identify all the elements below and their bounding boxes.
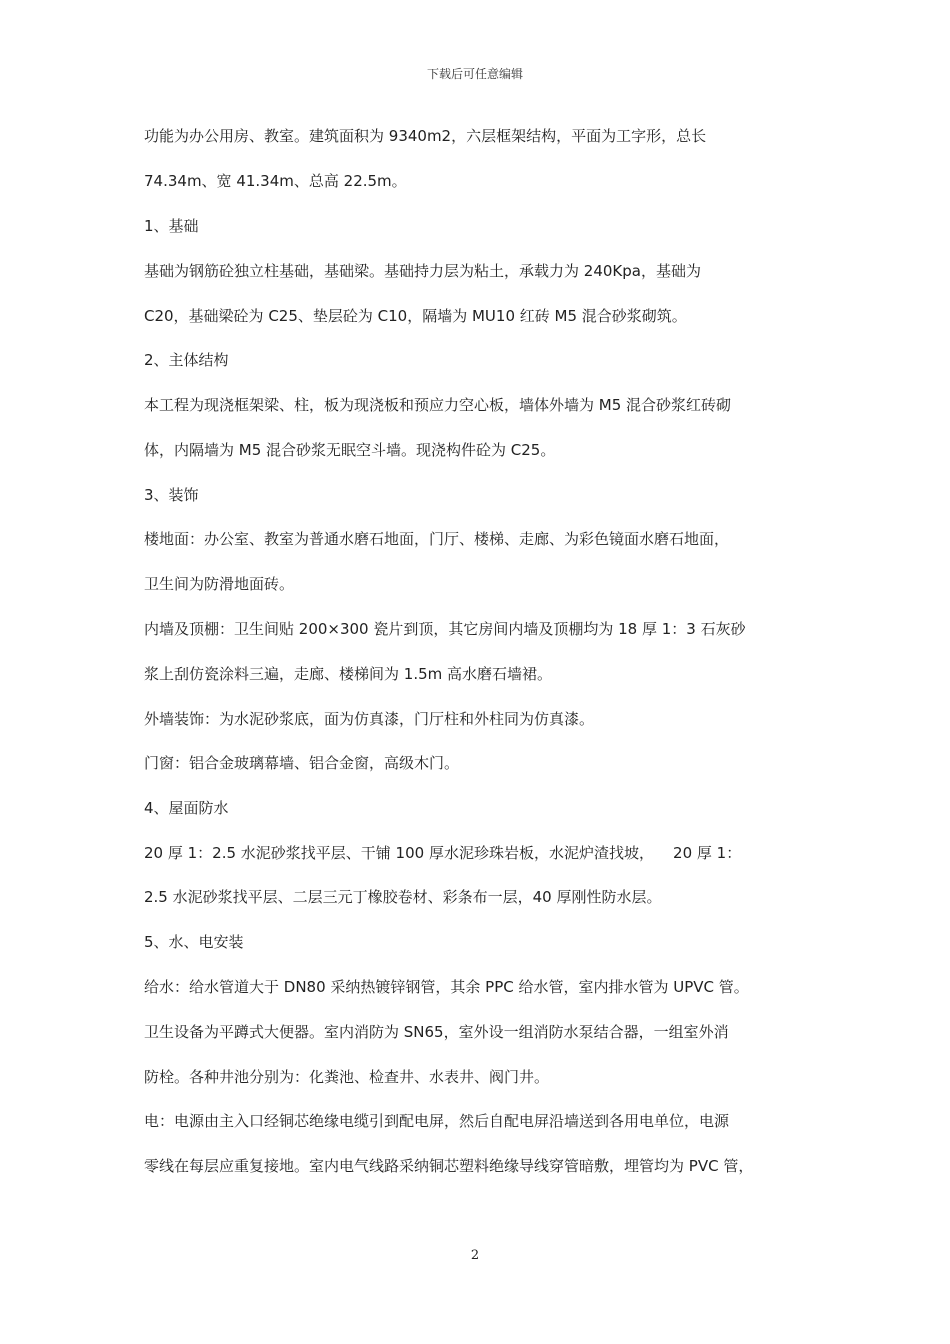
body-line: 功能为办公用房、教室。建筑面积为 9340m2，六层框架结构，平面为工字形，总长	[144, 127, 707, 145]
body-line: C20，基础梁砼为 C25、垫层砼为 C10，隔墙为 MU10 红砖 M5 混合砂浆砌筑。	[144, 307, 687, 325]
section-heading: 5、水、电安装	[144, 933, 244, 951]
body-line: 给水：给水管道大于 DN80 采纳热镀锌钢管，其余 PPC 给水管，室内排水管为 UPVC 管。	[144, 978, 749, 996]
section-heading: 3、装饰	[144, 486, 199, 504]
body-line: 浆上刮仿瓷涂料三遍，走廊、楼梯间为 1.5m 高水磨石墙裙。	[144, 665, 553, 683]
section-heading: 4、屋面防水	[144, 799, 229, 817]
body-line: 内墙及顶棚：卫生间贴 200×300 瓷片到顶，其它房间内墙及顶棚均为 18 厚 1：3 石灰砂	[144, 620, 746, 638]
body-line: 卫生设备为平蹲式大便器。室内消防为 SN65，室外设一组消防水泵结合器，一组室外消	[144, 1023, 729, 1041]
body-line: 体，内隔墙为 M5 混合砂浆无眠空斗墙。现浇构件砼为 C25。	[144, 441, 556, 459]
page-number: 2	[470, 1248, 480, 1263]
body-line: 基础为钢筋砼独立柱基础，基础梁。基础持力层为粘土，承载力为 240Kpa，基础为	[144, 262, 701, 280]
page-header: 下载后可任意编辑	[426, 67, 523, 81]
body-line: 外墙装饰：为水泥砂浆底，面为仿真漆，门厅柱和外柱同为仿真漆。	[144, 710, 595, 728]
body-line: 本工程为现浇框架梁、柱，板为现浇板和预应力空心板，墙体外墙为 M5 混合砂浆红砖砌	[144, 396, 732, 414]
section-heading: 1、基础	[144, 217, 199, 235]
body-line: 电：电源由主入口经铜芯绝缘电缆引到配电屏，然后自配电屏沿墙送到各用电单位，电源	[144, 1112, 730, 1130]
body-line: 防栓。各种井池分别为：化粪池、检查井、水表井、阀门井。	[144, 1068, 550, 1086]
body-line: 20 厚 1：2.5 水泥砂浆找平层、干铺 100 厚水泥珍珠岩板，水泥炉渣找坡， 20 厚 1：	[144, 844, 742, 862]
body-line: 门窗：铝合金玻璃幕墙、铝合金窗，高级木门。	[144, 754, 460, 772]
body-line: 74.34m、宽 41.34m、总高 22.5m。	[144, 172, 407, 190]
body-line: 楼地面：办公室、教室为普通水磨石地面，门厅、楼梯、走廊、为彩色镜面水磨石地面，	[144, 530, 730, 548]
section-heading: 2、主体结构	[144, 351, 229, 369]
body-line: 零线在每层应重复接地。室内电气线路采纳铜芯塑料绝缘导线穿管暗敷，埋管均为 PVC 管，	[144, 1157, 754, 1175]
body-line: 2.5 水泥砂浆找平层、二层三元丁橡胶卷材、彩条布一层，40 厚刚性防水层。	[144, 888, 662, 906]
body-line: 卫生间为防滑地面砖。	[144, 575, 295, 593]
